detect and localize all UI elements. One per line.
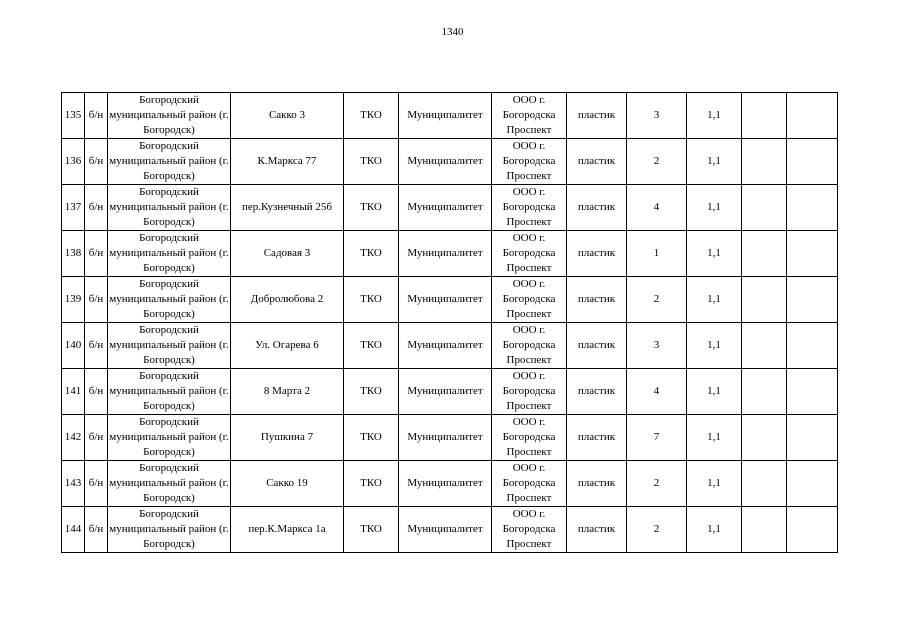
cell-waste-type: ТКО xyxy=(344,461,399,507)
cell-operator: ООО г. Богородска Проспект xyxy=(492,277,567,323)
cell-container-count: 7 xyxy=(627,415,687,461)
cell-row-number: 135 xyxy=(62,93,85,139)
cell-owner: Муниципалитет xyxy=(399,277,492,323)
cell-address: пер.К.Маркса 1а xyxy=(231,507,344,553)
cell-waste-type: ТКО xyxy=(344,323,399,369)
cell-container-volume: 1,1 xyxy=(687,461,742,507)
cell-district: Богородский муниципальный район (г. Богородск) xyxy=(108,323,231,369)
cell-row-number: 140 xyxy=(62,323,85,369)
cell-empty-2 xyxy=(787,323,838,369)
cell-operator: ООО г. Богородска Проспект xyxy=(492,369,567,415)
cell-empty-2 xyxy=(787,93,838,139)
cell-row-number: 142 xyxy=(62,415,85,461)
table-row xyxy=(62,507,838,553)
cell-address: Добролюбова 2 xyxy=(231,277,344,323)
cell-registry-number: б/н xyxy=(85,231,108,277)
cell-material: пластик xyxy=(567,277,627,323)
cell-container-count: 3 xyxy=(627,93,687,139)
cell-container-volume: 1,1 xyxy=(687,369,742,415)
table-row xyxy=(62,415,838,461)
cell-container-count: 3 xyxy=(627,323,687,369)
cell-empty-1 xyxy=(742,93,787,139)
cell-operator: ООО г. Богородска Проспект xyxy=(492,415,567,461)
cell-empty-2 xyxy=(787,231,838,277)
cell-district: Богородский муниципальный район (г. Богородск) xyxy=(108,415,231,461)
cell-district: Богородский муниципальный район (г. Богородск) xyxy=(108,231,231,277)
cell-district: Богородский муниципальный район (г. Богородск) xyxy=(108,507,231,553)
cell-empty-2 xyxy=(787,461,838,507)
cell-container-volume: 1,1 xyxy=(687,323,742,369)
cell-registry-number: б/н xyxy=(85,139,108,185)
cell-row-number: 139 xyxy=(62,277,85,323)
cell-container-volume: 1,1 xyxy=(687,507,742,553)
cell-registry-number: б/н xyxy=(85,277,108,323)
table-body xyxy=(62,93,838,553)
cell-container-volume: 1,1 xyxy=(687,415,742,461)
cell-empty-1 xyxy=(742,185,787,231)
cell-address: пер.Кузнечный 25б xyxy=(231,185,344,231)
cell-address: Сакко 19 xyxy=(231,461,344,507)
cell-operator: ООО г. Богородска Проспект xyxy=(492,139,567,185)
cell-registry-number: б/н xyxy=(85,185,108,231)
cell-waste-type: ТКО xyxy=(344,139,399,185)
container-sites-table xyxy=(61,92,838,553)
cell-material: пластик xyxy=(567,231,627,277)
cell-waste-type: ТКО xyxy=(344,231,399,277)
cell-operator: ООО г. Богородска Проспект xyxy=(492,461,567,507)
cell-waste-type: ТКО xyxy=(344,507,399,553)
cell-row-number: 138 xyxy=(62,231,85,277)
cell-container-count: 2 xyxy=(627,277,687,323)
cell-container-volume: 1,1 xyxy=(687,93,742,139)
cell-operator: ООО г. Богородска Проспект xyxy=(492,185,567,231)
cell-material: пластик xyxy=(567,507,627,553)
table-row xyxy=(62,185,838,231)
cell-owner: Муниципалитет xyxy=(399,185,492,231)
cell-container-volume: 1,1 xyxy=(687,139,742,185)
cell-row-number: 143 xyxy=(62,461,85,507)
cell-address: К.Маркса 77 xyxy=(231,139,344,185)
table-row xyxy=(62,323,838,369)
table-row xyxy=(62,369,838,415)
cell-district: Богородский муниципальный район (г. Богородск) xyxy=(108,277,231,323)
cell-registry-number: б/н xyxy=(85,323,108,369)
cell-empty-2 xyxy=(787,369,838,415)
cell-empty-2 xyxy=(787,139,838,185)
cell-owner: Муниципалитет xyxy=(399,507,492,553)
cell-empty-2 xyxy=(787,277,838,323)
cell-container-volume: 1,1 xyxy=(687,185,742,231)
table-row xyxy=(62,461,838,507)
cell-owner: Муниципалитет xyxy=(399,461,492,507)
cell-row-number: 141 xyxy=(62,369,85,415)
table-row xyxy=(62,139,838,185)
cell-address: Пушкина 7 xyxy=(231,415,344,461)
cell-waste-type: ТКО xyxy=(344,277,399,323)
cell-owner: Муниципалитет xyxy=(399,415,492,461)
cell-empty-1 xyxy=(742,323,787,369)
cell-empty-1 xyxy=(742,369,787,415)
cell-container-volume: 1,1 xyxy=(687,277,742,323)
cell-registry-number: б/н xyxy=(85,461,108,507)
cell-container-count: 1 xyxy=(627,231,687,277)
cell-owner: Муниципалитет xyxy=(399,139,492,185)
cell-waste-type: ТКО xyxy=(344,93,399,139)
cell-owner: Муниципалитет xyxy=(399,369,492,415)
cell-waste-type: ТКО xyxy=(344,415,399,461)
cell-empty-1 xyxy=(742,139,787,185)
cell-material: пластик xyxy=(567,185,627,231)
cell-operator: ООО г. Богородска Проспект xyxy=(492,93,567,139)
cell-row-number: 137 xyxy=(62,185,85,231)
cell-owner: Муниципалитет xyxy=(399,323,492,369)
cell-operator: ООО г. Богородска Проспект xyxy=(492,323,567,369)
cell-registry-number: б/н xyxy=(85,369,108,415)
cell-empty-1 xyxy=(742,415,787,461)
cell-material: пластик xyxy=(567,93,627,139)
cell-container-count: 2 xyxy=(627,139,687,185)
cell-empty-1 xyxy=(742,231,787,277)
cell-district: Богородский муниципальный район (г. Богородск) xyxy=(108,185,231,231)
cell-empty-2 xyxy=(787,185,838,231)
cell-material: пластик xyxy=(567,461,627,507)
cell-operator: ООО г. Богородска Проспект xyxy=(492,507,567,553)
cell-empty-2 xyxy=(787,507,838,553)
table-row xyxy=(62,277,838,323)
cell-material: пластик xyxy=(567,139,627,185)
cell-material: пластик xyxy=(567,369,627,415)
cell-container-count: 4 xyxy=(627,369,687,415)
cell-container-volume: 1,1 xyxy=(687,231,742,277)
cell-address: Сакко 3 xyxy=(231,93,344,139)
cell-owner: Муниципалитет xyxy=(399,231,492,277)
cell-container-count: 2 xyxy=(627,507,687,553)
cell-material: пластик xyxy=(567,415,627,461)
cell-empty-1 xyxy=(742,277,787,323)
table-row xyxy=(62,231,838,277)
cell-operator: ООО г. Богородска Проспект xyxy=(492,231,567,277)
cell-container-count: 4 xyxy=(627,185,687,231)
cell-container-count: 2 xyxy=(627,461,687,507)
cell-empty-2 xyxy=(787,415,838,461)
cell-waste-type: ТКО xyxy=(344,369,399,415)
cell-address: Садовая 3 xyxy=(231,231,344,277)
page-number: 1340 xyxy=(441,26,464,38)
cell-owner: Муниципалитет xyxy=(399,93,492,139)
cell-row-number: 144 xyxy=(62,507,85,553)
table-row xyxy=(62,93,838,139)
cell-empty-1 xyxy=(742,507,787,553)
cell-address: Ул. Огарева 6 xyxy=(231,323,344,369)
cell-row-number: 136 xyxy=(62,139,85,185)
cell-material: пластик xyxy=(567,323,627,369)
cell-waste-type: ТКО xyxy=(344,185,399,231)
cell-address: 8 Марта 2 xyxy=(231,369,344,415)
cell-district: Богородский муниципальный район (г. Богородск) xyxy=(108,461,231,507)
cell-registry-number: б/н xyxy=(85,93,108,139)
cell-registry-number: б/н xyxy=(85,415,108,461)
cell-district: Богородский муниципальный район (г. Богородск) xyxy=(108,369,231,415)
cell-district: Богородский муниципальный район (г. Богородск) xyxy=(108,139,231,185)
cell-district: Богородский муниципальный район (г. Богородск) xyxy=(108,93,231,139)
cell-empty-1 xyxy=(742,461,787,507)
cell-registry-number: б/н xyxy=(85,507,108,553)
